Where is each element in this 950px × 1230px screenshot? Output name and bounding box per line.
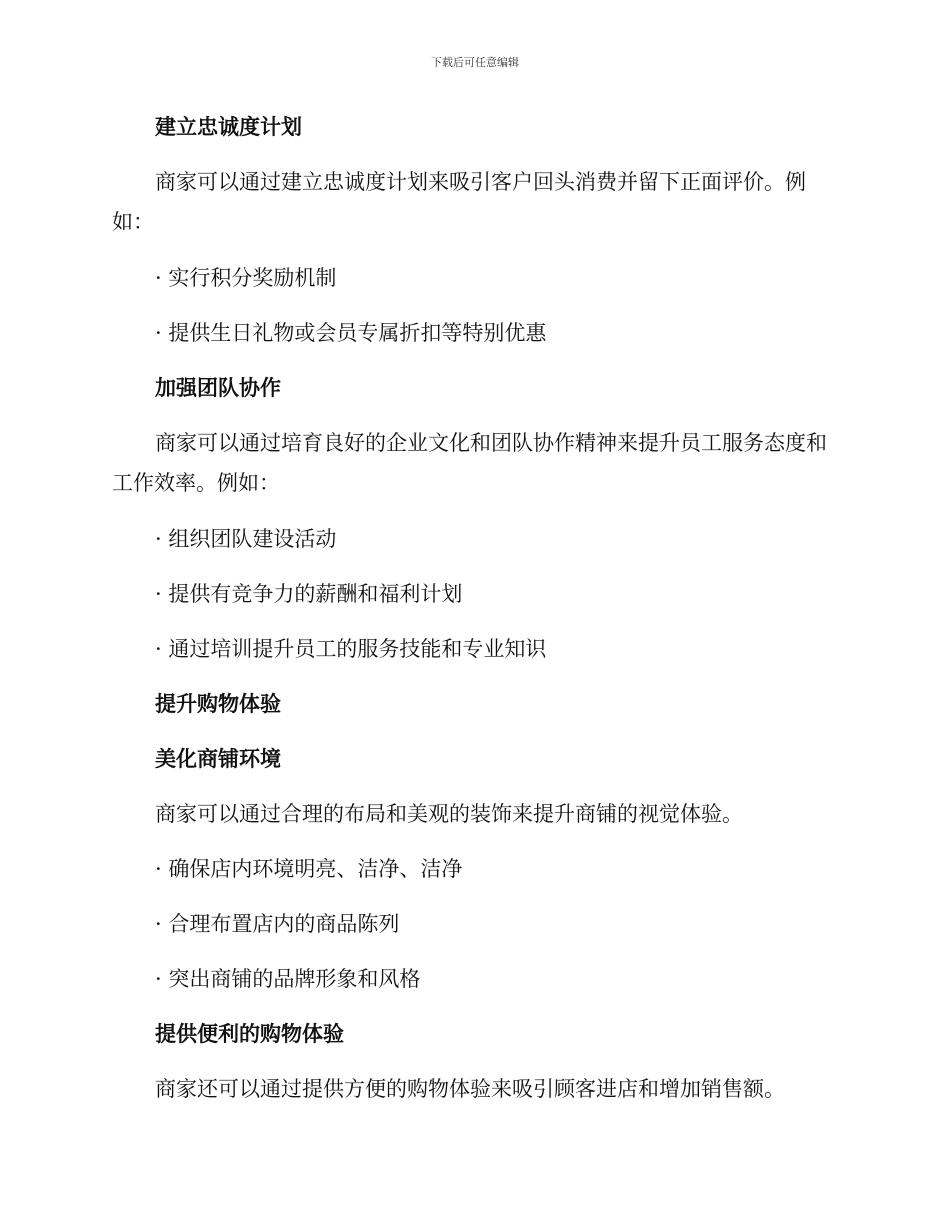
paragraph-teamwork: 商家可以通过培育良好的企业文化和团队协作精神来提升员工服务态度和工作效率。例如：	[112, 431, 827, 495]
paragraph-loyalty: 商家可以通过建立忠诚度计划来吸引客户回头消费并留下正面评价。例如：	[112, 170, 806, 234]
section-heading-store-environment: 美化商铺环境	[155, 746, 281, 771]
page-header: 下载后可任意编辑	[431, 56, 519, 69]
section-heading-loyalty: 建立忠诚度计划	[155, 114, 302, 139]
bullet-birthday-offer: · 提供生日礼物或会员专属折扣等特别优惠	[155, 321, 547, 345]
bullet-training: · 通过培训提升员工的服务技能和专业知识	[155, 637, 547, 661]
paragraph-convenient-shopping: 商家还可以通过提供方便的购物体验来吸引顾客进店和增加销售额。	[155, 1077, 785, 1101]
bullet-team-building: · 组织团队建设活动	[155, 527, 337, 551]
section-heading-shopping-experience: 提升购物体验	[155, 691, 281, 716]
bullet-points-reward: · 实行积分奖励机制	[155, 266, 337, 290]
section-heading-convenient-shopping: 提供便利的购物体验	[155, 1021, 344, 1046]
section-heading-teamwork: 加强团队协作	[155, 375, 281, 400]
paragraph-store-environment: 商家可以通过合理的布局和美观的装饰来提升商铺的视觉体验。	[155, 802, 743, 826]
bullet-product-display: · 合理布置店内的商品陈列	[155, 912, 400, 936]
bullet-compensation: · 提供有竞争力的薪酬和福利计划	[155, 582, 463, 606]
bullet-bright-clean: · 确保店内环境明亮、洁净、洁净	[155, 857, 463, 881]
bullet-brand-image: · 突出商铺的品牌形象和风格	[155, 967, 421, 991]
